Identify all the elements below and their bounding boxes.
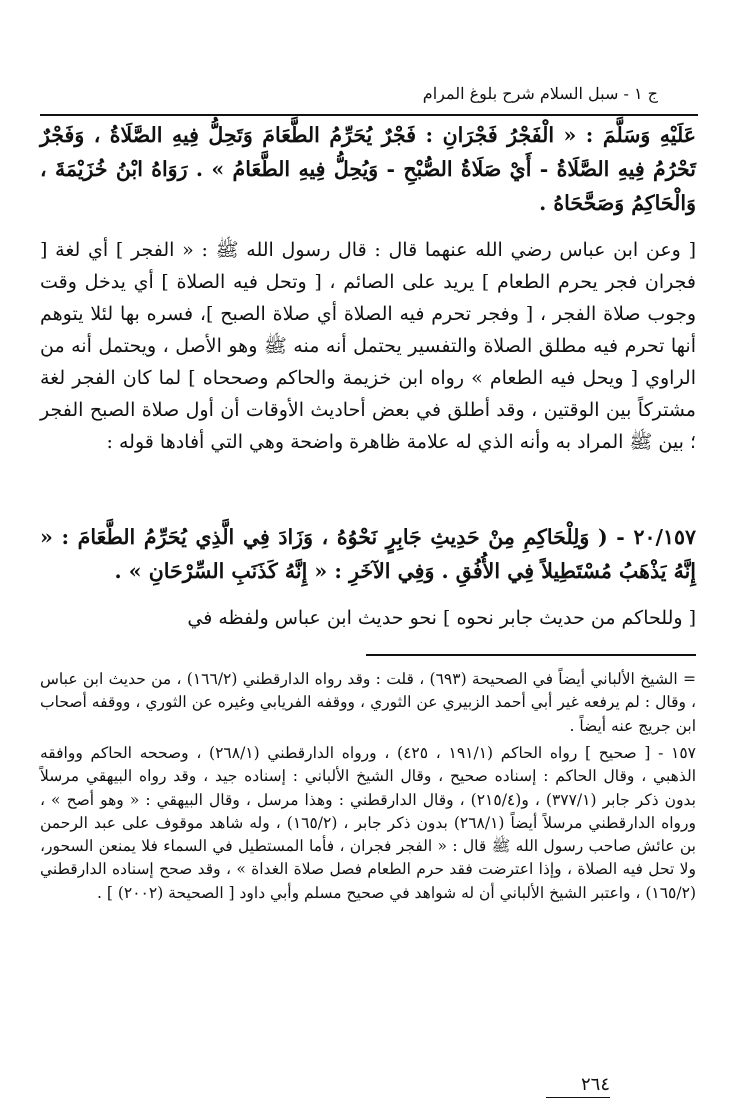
header-rule — [40, 114, 698, 116]
footnote-rule — [366, 654, 696, 656]
running-header: ج ١ - سبل السلام شرح بلوغ المرام — [422, 84, 658, 103]
commentary-156: [ وعن ابن عباس رضي الله عنهما قال : قال رسول الله ﷺ : « الفجر ] أي لغة [ فجران فجر يحرم الطعام ] يريد على الصائم ، [ وتحل فيه الصلاة ] أي يدخل وقت وجوب صلاة الفجر ، [ وفجر تحرم فيه الصلاة أي صلاة الصبح ]، فسره بها لئلا يتوهم أنها تحرم فيه مطلق الصلاة والتفسير يحتمل أنه منه ﷺ وهو الأصل ، ويحتمل أنه من الراوي [ ويحل فيه الطعام » رواه ابن خزيمة والحاكم وصححاه ] لما كان الفجر لغة مشتركاً بين الوقتين ، وقد أطلق في بعض أحاديث الأوقات أن أول صلاة الصبح الفجر ؛ بين ﷺ المراد به وأنه الذي له علامة ظاهرة واضحة وهي التي أفادها قوله : — [40, 239, 696, 453]
page-number-rule — [546, 1097, 610, 1098]
commentary-157: [ وللحاكم من حديث جابر نحوه ] نحو حديث ابن عباس ولفظه في — [187, 607, 696, 629]
footnote-157: ١٥٧ - [ صحيح ] رواه الحاكم (١٩١/١ ، ٤٢٥) ، ورواه الدارقطني (٢٦٨/١) ، وصححه الحاكم ووافقه الذهبي ، وقال الحاكم : إسناده صحيح ، وقال الشيخ الألباني : إسناده جيد ، وقد رواه البيهقي مرسلاً بدون ذكر جابر (٣٧٧/١) ، و(٢١٥/٤) ، وقال الدارقطني : وهذا مرسل ، وقال البيهقي : « وهو أصح » ، ورواه الدارقطني مرسلاً أيضاً (٢٦٨/١) بدون ذكر جابر ، (١٦٥/٢) ، وله شاهد موقوف على عبد الرحمن بن عائش صاحب رسول الله ﷺ قال : « الفجر فجران ، فأما المستطيل في السماء فلا يمنعن السحور، ولا تحل فيه الصلاة ، وإذا اعترضت فقد حرم الطعام فصل صلاة الغداة » ، وقد صحح إسناده الدارقطني (١٦٥/٢) ، واعتبر الشيخ الألباني أن له شواهد في صحيح مسلم وأبي داود [ الصحيحة (٢٠٠٢) ] . — [40, 744, 696, 902]
footnote-continuation: = الشيخ الألباني أيضاً في الصحيحة (٦٩٣) ، قلت : وقد رواه الدارقطني (١٦٦/٢) ، من حديث ابن عباس ، وقال : لم يرفعه غير أبي أحمد الزبيري عن الثوري ، ووقفه الفريابي وغيره عن الثوري ، ووقفه أصحاب ابن جريج عنه أيضاً . — [40, 670, 696, 735]
page-number: ٢٦٤ — [580, 1074, 610, 1095]
hadith-157: ٢٠/١٥٧ - ( وَلِلْحَاكِمِ مِنْ حَدِيثِ جَابِرٍ نَحْوُهُ ، وَزَادَ فِي الَّذِي يُحَرِّمُ الطَّعَامَ : « إِنَّهُ يَذْهَبُ مُسْتَطِيلاً فِي الأُفُقِ . وَفِي الآخَرِ : « إِنَّهُ كَذَنَبِ السِّرْحَانِ » . — [40, 525, 696, 583]
hadith-156-continuation: عَلَيْهِ وَسَلَّمَ : « الْفَجْرُ فَجْرَانِ : فَجْرٌ يُحَرِّمُ الطَّعَامَ وَتَحِلُّ فِيهِ الصَّلَاةُ ، وَفَجْرٌ تَحْرُمُ فِيهِ الصَّلَاةُ - أَيْ صَلَاةُ الصُّبْحِ - وَيُحِلُّ فِيهِ الطَّعَامُ » . رَوَاهُ ابْنُ خُزَيْمَةَ ، وَالْحَاكِمُ وَصَحَّحَاهُ . — [40, 123, 696, 215]
